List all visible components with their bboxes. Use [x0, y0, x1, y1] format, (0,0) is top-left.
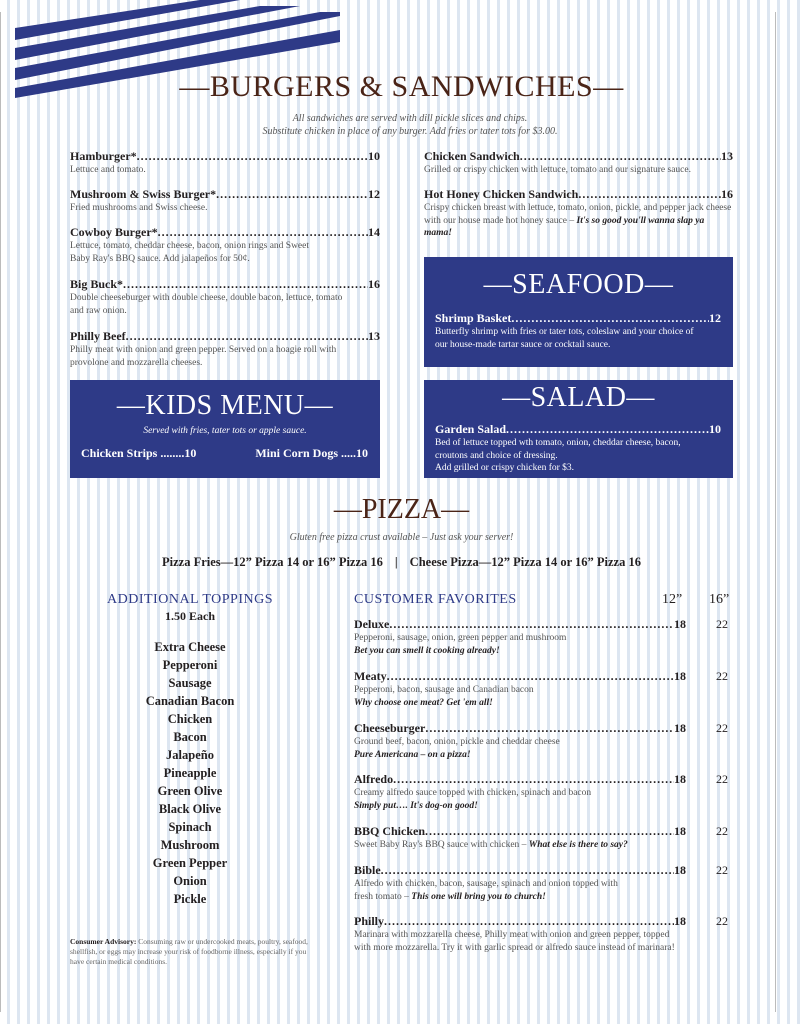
item-tagline: It's so good you'll wanna slap ya mama! — [424, 215, 705, 238]
pizza-title: PIZZA — [361, 494, 442, 525]
item-description: Pepperoni, sausage, onion, green pepper and mushroom — [354, 633, 567, 643]
topping-item: Black Olive — [158, 802, 222, 816]
item-name: Cowboy Burger* — [70, 225, 158, 239]
item-name: BBQ Chicken — [354, 824, 426, 838]
item-price-12: 18 — [674, 669, 686, 683]
item-name: Cheeseburger — [354, 721, 426, 735]
kids-heading: —KIDS MENU— — [116, 390, 334, 421]
advisory-text: Consuming raw or undercooked meats, poultry, seafood, shellfish, or eggs may increase your risk of foodborne illness, especially if you have certain medical conditions. — [70, 937, 308, 966]
item-description: Ground beef, bacon, onion, pickle and cheddar cheese — [354, 737, 560, 747]
item-tagline: What else is there to say? — [528, 840, 628, 850]
menu-item-chicken-sandwich — [424, 149, 733, 177]
topping-item: Canadian Bacon — [145, 694, 235, 708]
item-price: 10 — [709, 422, 721, 436]
item-description-text: Alfredo with chicken, bacon, sausage, spinach and onion topped with fresh tomato – — [354, 879, 618, 902]
toppings-list — [70, 638, 310, 908]
kids-item-mini-corn-dogs: Mini Corn Dogs .....10 — [255, 446, 368, 460]
topping-item: Pickle — [173, 892, 207, 906]
item-name: Chicken Sandwich — [424, 149, 520, 163]
item-description: Marinara with mozzarella cheese, Philly meat with onion and green pepper, topped with more mozzarella. Try it with garlic spread or alfredo sauce instead of marinara! — [354, 930, 675, 953]
item-tagline: Why choose one meat? Get 'em all! — [354, 697, 493, 708]
pizza-item-philly — [354, 914, 728, 954]
topping-item: Extra Cheese — [154, 640, 226, 654]
topping-item: Pepperoni — [162, 658, 218, 672]
topping-item: Sausage — [168, 676, 212, 690]
item-description: Fried mushrooms and Swiss cheese. — [70, 203, 208, 213]
item-price-12: 18 — [674, 617, 686, 631]
burgers-intro-line-1: All sandwiches are served with dill pickle slices and chips. — [292, 113, 528, 124]
item-name: Garden Salad — [435, 422, 507, 436]
item-price: 16 — [721, 187, 733, 201]
item-price: 13 — [721, 149, 733, 163]
menu-item-philly-beef — [70, 329, 380, 369]
menu-item-garden-salad — [435, 422, 721, 475]
item-price-12: 18 — [674, 863, 686, 877]
menu-item-shrimp-basket — [435, 311, 721, 351]
topping-item: Spinach — [168, 820, 212, 834]
item-description: Bed of lettuce topped wth tomato, onion, cheddar cheese, bacon, croutons and choice of dressing. — [435, 438, 681, 461]
menu-item-cowboy-burger — [70, 225, 380, 265]
topping-item: Bacon — [173, 730, 207, 744]
item-price: 12 — [368, 187, 380, 201]
item-description-text: Crispy chicken breast with lettuce, tomato, onion, pickle, and pepper jack cheese with our house made hot honey sauce – — [424, 203, 732, 226]
item-description: Creamy alfredo sauce topped with chicken, spinach and bacon — [354, 788, 592, 798]
toppings-heading: ADDITIONAL TOPPINGS — [107, 592, 273, 607]
kids-menu-box — [70, 380, 380, 478]
pizza-item-cheeseburger — [354, 721, 728, 761]
item-tagline: Simply put…. It's dog-on good! — [354, 800, 478, 811]
menu-item-big-buck — [70, 277, 380, 317]
item-name: Hamburger* — [70, 149, 137, 163]
burgers-heading: —BURGERS & SANDWICHES— — [179, 70, 624, 103]
item-name: Philly — [354, 914, 385, 928]
item-tagline: Pure Americana – on a pizza! — [354, 749, 471, 760]
item-description: Grilled or crispy chicken with lettuce, tomato and our signature sauce. — [424, 165, 691, 175]
item-name: Alfredo — [354, 772, 394, 786]
item-price-16: 22 — [716, 772, 728, 786]
seafood-heading: —SEAFOOD— — [483, 269, 674, 300]
topping-item: Chicken — [167, 712, 213, 726]
favorites-col-16-header: 16” — [709, 592, 730, 607]
menu-item-mushroom-swiss-burger — [70, 187, 380, 215]
item-name: Meaty — [354, 669, 387, 683]
item-name: Bible — [354, 863, 381, 877]
item-price-12: 18 — [674, 772, 686, 786]
topping-item: Green Pepper — [152, 856, 228, 870]
item-description — [424, 202, 733, 240]
toppings-price: 1.50 Each — [164, 609, 215, 623]
pizza-subtitle: Gluten free pizza crust available – Just ask your server! — [289, 532, 514, 543]
pizza-heading: —PIZZA— — [333, 494, 470, 525]
pizza-item-bible — [354, 863, 728, 903]
pizza-item-deluxe — [354, 617, 728, 657]
pizza-separator: | — [394, 555, 398, 569]
kids-subtitle: Served with fries, tater tots or apple sauce. — [143, 426, 307, 436]
item-price: 16 — [368, 277, 380, 291]
salad-title: SALAD — [530, 382, 627, 413]
favorites-col-12-header: 12” — [662, 592, 683, 607]
item-price-16: 22 — [716, 863, 728, 877]
item-price-16: 22 — [716, 824, 728, 838]
item-description: Philly meat with onion and green pepper. Served on a hoagie roll with provolone and mozzarella cheeses. — [70, 345, 337, 368]
item-description: Butterfly shrimp with fries or tater tots, coleslaw and your choice of our house-made tartar sauce or cocktail sauce. — [435, 327, 694, 350]
item-price-12: 18 — [674, 824, 686, 838]
item-price-16: 22 — [716, 617, 728, 631]
burgers-intro-line-2: Substitute chicken in place of any burger. Add fries or tater tots for $3.00. — [262, 126, 558, 137]
topping-item: Onion — [173, 874, 207, 888]
item-price: 12 — [709, 311, 721, 325]
item-description — [354, 878, 639, 903]
item-name: Big Buck* — [70, 277, 124, 291]
item-name: Deluxe — [354, 617, 390, 631]
kids-item-chicken-strips: Chicken Strips ........10 — [81, 446, 197, 460]
item-price-12: 18 — [674, 914, 686, 928]
item-description: Lettuce and tomato. — [70, 165, 146, 175]
pizza-base-options — [0, 555, 803, 570]
pizza-item-bbq-chicken — [354, 824, 728, 852]
cheese-pizza-option: Cheese Pizza—12” Pizza 14 or 16” Pizza 16 — [409, 555, 641, 569]
item-tagline: Bet you can smell it cooking already! — [354, 645, 500, 656]
topping-item: Mushroom — [160, 838, 220, 852]
item-price: 13 — [368, 329, 380, 343]
burgers-title: BURGERS & SANDWICHES — [209, 70, 594, 103]
item-price-12: 18 — [674, 721, 686, 735]
seafood-title: SEAFOOD — [512, 269, 645, 300]
salad-heading: —SALAD— — [502, 382, 655, 413]
pizza-item-alfredo — [354, 772, 728, 812]
item-name: Hot Honey Chicken Sandwich — [424, 187, 579, 201]
burgers-intro — [150, 112, 670, 138]
kids-title: KIDS MENU — [145, 390, 305, 421]
seafood-box — [424, 257, 733, 367]
item-price-16: 22 — [716, 721, 728, 735]
pizza-item-meaty — [354, 669, 728, 709]
menu-item-hamburger — [70, 149, 380, 177]
item-description: Double cheeseburger with double cheese, double bacon, lettuce, tomato and raw onion. — [70, 293, 343, 316]
item-name: Shrimp Basket — [435, 311, 512, 325]
topping-item: Jalapeño — [166, 748, 214, 762]
favorites-heading: CUSTOMER FAVORITES — [354, 592, 517, 607]
pizza-fries-option: Pizza Fries—12” Pizza 14 or 16” Pizza 16 — [162, 555, 383, 569]
salad-box — [424, 380, 733, 478]
item-description-addon: Add grilled or crispy chicken for $3. — [435, 463, 575, 473]
item-price-16: 22 — [716, 669, 728, 683]
item-tagline: This one will bring you to church! — [411, 891, 546, 902]
item-price-16: 22 — [716, 914, 728, 928]
topping-item: Pineapple — [163, 766, 217, 780]
item-name: Mushroom & Swiss Burger* — [70, 187, 217, 201]
menu-item-hot-honey-chicken-sandwich — [424, 187, 733, 240]
kids-items — [81, 446, 368, 461]
topping-item: Green Olive — [157, 784, 223, 798]
item-name: Philly Beef — [70, 329, 126, 343]
advisory-label: Consumer Advisory: — [70, 937, 137, 946]
item-price: 10 — [368, 149, 380, 163]
item-description: Pepperoni, bacon, sausage and Canadian bacon — [354, 685, 534, 695]
item-description: Lettuce, tomato, cheddar cheese, bacon, onion rings and Sweet Baby Ray's BBQ sauce. Add jalapeños for 50¢. — [70, 241, 309, 264]
item-description — [354, 839, 728, 852]
consumer-advisory — [70, 937, 320, 967]
item-price: 14 — [368, 225, 380, 239]
item-description-text: Sweet Baby Ray's BBQ sauce with chicken – — [354, 840, 529, 850]
